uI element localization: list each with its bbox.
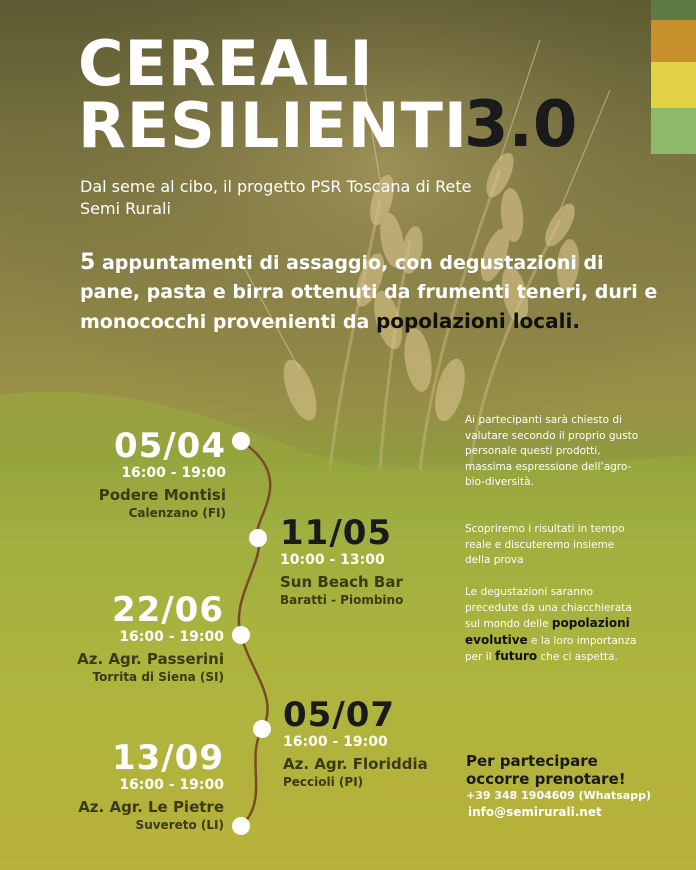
stripe-4 [651,108,696,154]
title-edition: 3.0 [464,88,578,162]
event-time: 16:00 - 19:00 [119,777,224,793]
timeline-dot [232,817,250,835]
event-venue: Podere Montisi [98,486,226,504]
event-venue: Az. Agr. Le Pietre [78,798,224,816]
intro-body: appuntamenti di assaggio, con degustazioni di pane, pasta e birra ottenuti da frumenti teneri, duri e monococchi provenienti da [80,252,658,333]
side-paragraph-3-text-2: e la loro importanza per il [465,634,637,663]
timeline-dot [253,720,271,738]
color-stripes [651,0,696,154]
event-place: Torrita di Siena (SI) [92,670,224,684]
event-place: Suvereto (LI) [135,818,224,832]
contact-email[interactable]: info@semirurali.net [468,805,602,819]
intro-number: 5 [80,250,96,275]
event-venue: Sun Beach Bar [280,573,403,591]
event-1 [60,428,226,521]
side-paragraph-1: Ai partecipanti sarà chiesto di valutare secondo il proprio gusto personale questi prodotti, massima espressione dell’agro-bio-diversità. [465,414,639,488]
intro-highlight: popolazioni locali. [375,309,580,333]
event-date: 05/04 [113,426,226,466]
event-time: 16:00 - 19:00 [121,465,226,481]
subtitle: Dal seme al cibo, il progetto PSR Toscana di Rete Semi Rurali [80,177,472,218]
intro-text [80,248,660,337]
title-line-1: CEREALI [78,27,374,100]
timeline-dot [249,529,267,547]
event-4 [283,697,463,790]
booking-call-to-action: Per partecipare occorre prenotare! [466,752,626,788]
timeline-dot [232,626,250,644]
stripe-2 [651,20,696,62]
event-3 [40,592,224,685]
stripe-1 [651,0,696,20]
event-date: 11/05 [280,513,393,553]
side-highlight-populations: popolazioni evolutive [465,616,630,647]
event-place: Baratti - Piombino [280,593,404,607]
side-paragraph-3-text: Le degustazioni saranno precedute da una chiacchierata sul mondo delle [465,586,632,630]
side-paragraph-3-text-3: che ci aspetta. [540,651,618,663]
timeline-dot [232,432,250,450]
event-2 [280,515,460,608]
event-place: Peccioli (PI) [283,775,364,789]
event-date: 05/07 [283,695,396,735]
side-paragraph-3 [465,585,640,666]
event-date: 22/06 [111,590,224,630]
event-date: 13/09 [111,738,224,778]
side-paragraph-2: Scopriremo i risultati in tempo reale e discuteremo insieme della prova [465,523,625,566]
title-line-2: RESILIENTI [78,89,468,162]
stripe-3 [651,62,696,108]
event-venue: Az. Agr. Passerini [77,650,224,668]
event-time: 16:00 - 19:00 [283,734,388,750]
event-venue: Az. Agr. Floriddia [283,755,428,773]
event-time: 10:00 - 13:00 [280,552,385,568]
side-highlight-future: futuro [494,649,538,663]
contact-phone[interactable]: +39 348 1904609 (Whatsapp) [466,789,651,802]
event-place: Calenzano (FI) [128,506,226,520]
event-5 [60,740,224,833]
event-time: 16:00 - 19:00 [119,629,224,645]
